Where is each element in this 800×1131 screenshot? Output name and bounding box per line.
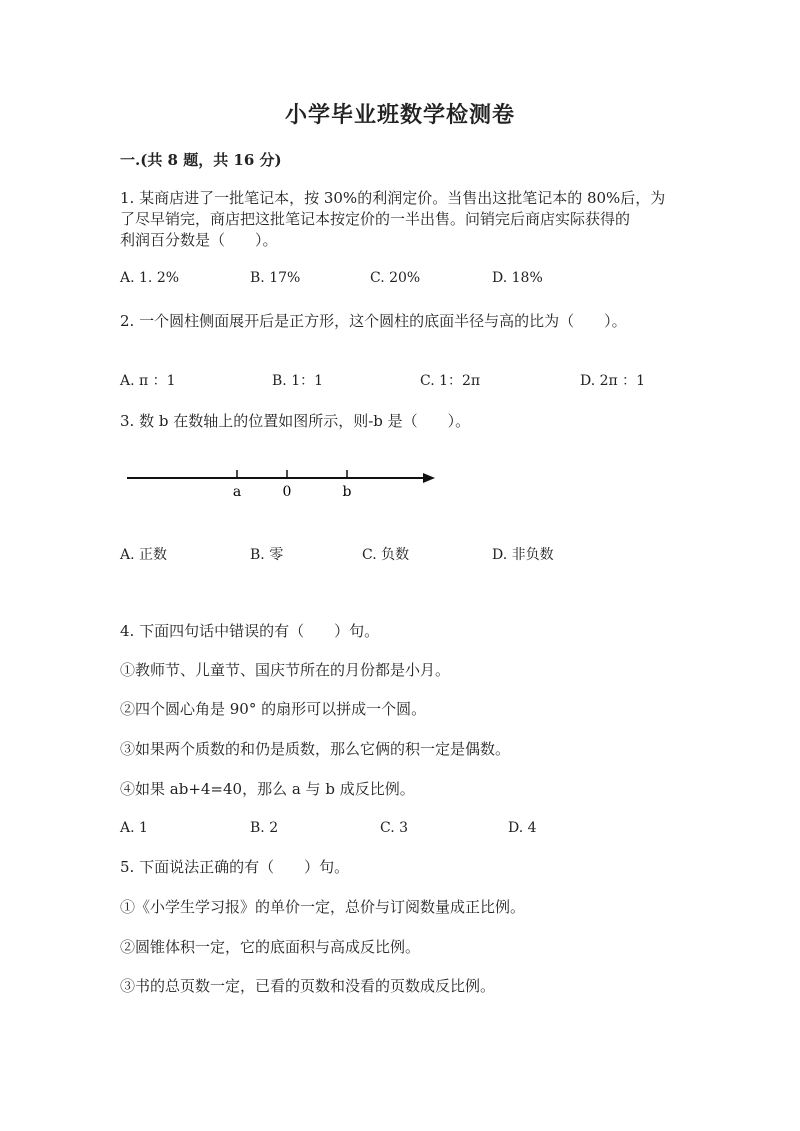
label-zero: 0 <box>282 484 292 500</box>
q1-option-b: B. 17% <box>250 270 301 286</box>
q2-option-b: B. 1：1 <box>272 373 324 389</box>
label-a: a <box>232 484 242 500</box>
q2-option-d: D. 2π ：1 <box>580 373 646 389</box>
q1-text-line3: 利润百分数是（ ）。 <box>120 231 278 249</box>
page-title: 小学毕业班数学检测卷 <box>284 102 515 128</box>
number-line-figure <box>125 462 445 502</box>
section-heading: 一.(共 8 题，共 16 分) <box>120 151 282 169</box>
q3-option-a: A. 正数 <box>120 547 168 563</box>
q4-option-c: C. 3 <box>380 820 409 836</box>
q5-text: 5. 下面说法正确的有（ ）句。 <box>120 858 350 876</box>
q4-option-a: A. 1 <box>120 820 148 836</box>
q1-option-c: C. 20% <box>370 270 421 286</box>
number-line-arrow <box>423 473 435 483</box>
q5-item-3: ③书的总页数一定，已看的页数和没看的页数成反比例。 <box>120 977 496 995</box>
q3-option-d: D. 非负数 <box>492 547 554 563</box>
q4-item-1: ①教师节、儿童节、国庆节所在的月份都是小月。 <box>120 661 451 679</box>
q4-item-4: ④如果 ab+4=40，那么 a 与 b 成反比例。 <box>120 780 415 798</box>
q5-item-2: ②圆锥体积一定，它的底面积与高成反比例。 <box>120 938 421 956</box>
q3-option-b: B. 零 <box>250 547 284 563</box>
q4-option-d: D. 4 <box>508 820 537 836</box>
q1-text-line2: 了尽早销完，商店把这批笔记本按定价的一半出售。问销完后商店实际获得的 <box>120 210 631 228</box>
q2-option-a: A. π ：1 <box>120 373 176 389</box>
q2-option-c: C. 1：2π <box>420 373 481 389</box>
q1-option-a: A. 1. 2% <box>120 270 180 286</box>
q4-item-2: ②四个圆心角是 90° 的扇形可以拼成一个圆。 <box>120 700 427 718</box>
q3-option-c: C. 负数 <box>362 547 410 563</box>
q5-item-1: ①《小学生学习报》的单价一定，总价与订阅数量成正比例。 <box>120 898 526 916</box>
q3-text: 3. 数 b 在数轴上的位置如图所示，则-b 是（ ）。 <box>120 412 471 430</box>
q1-text-line1: 1. 某商店进了一批笔记本，按 30%的利润定价。当售出这批笔记本的 80%后，为 <box>120 189 666 207</box>
q1-option-d: D. 18% <box>492 270 543 286</box>
q4-item-3: ③如果两个质数的和仍是质数，那么它俩的积一定是偶数。 <box>120 740 511 758</box>
q2-text: 2. 一个圆柱侧面展开后是正方形，这个圆柱的底面半径与高的比为（ ）。 <box>120 312 627 330</box>
q4-text: 4. 下面四句话中错误的有（ ）句。 <box>120 622 380 640</box>
label-b: b <box>342 484 352 500</box>
q4-option-b: B. 2 <box>250 820 279 836</box>
